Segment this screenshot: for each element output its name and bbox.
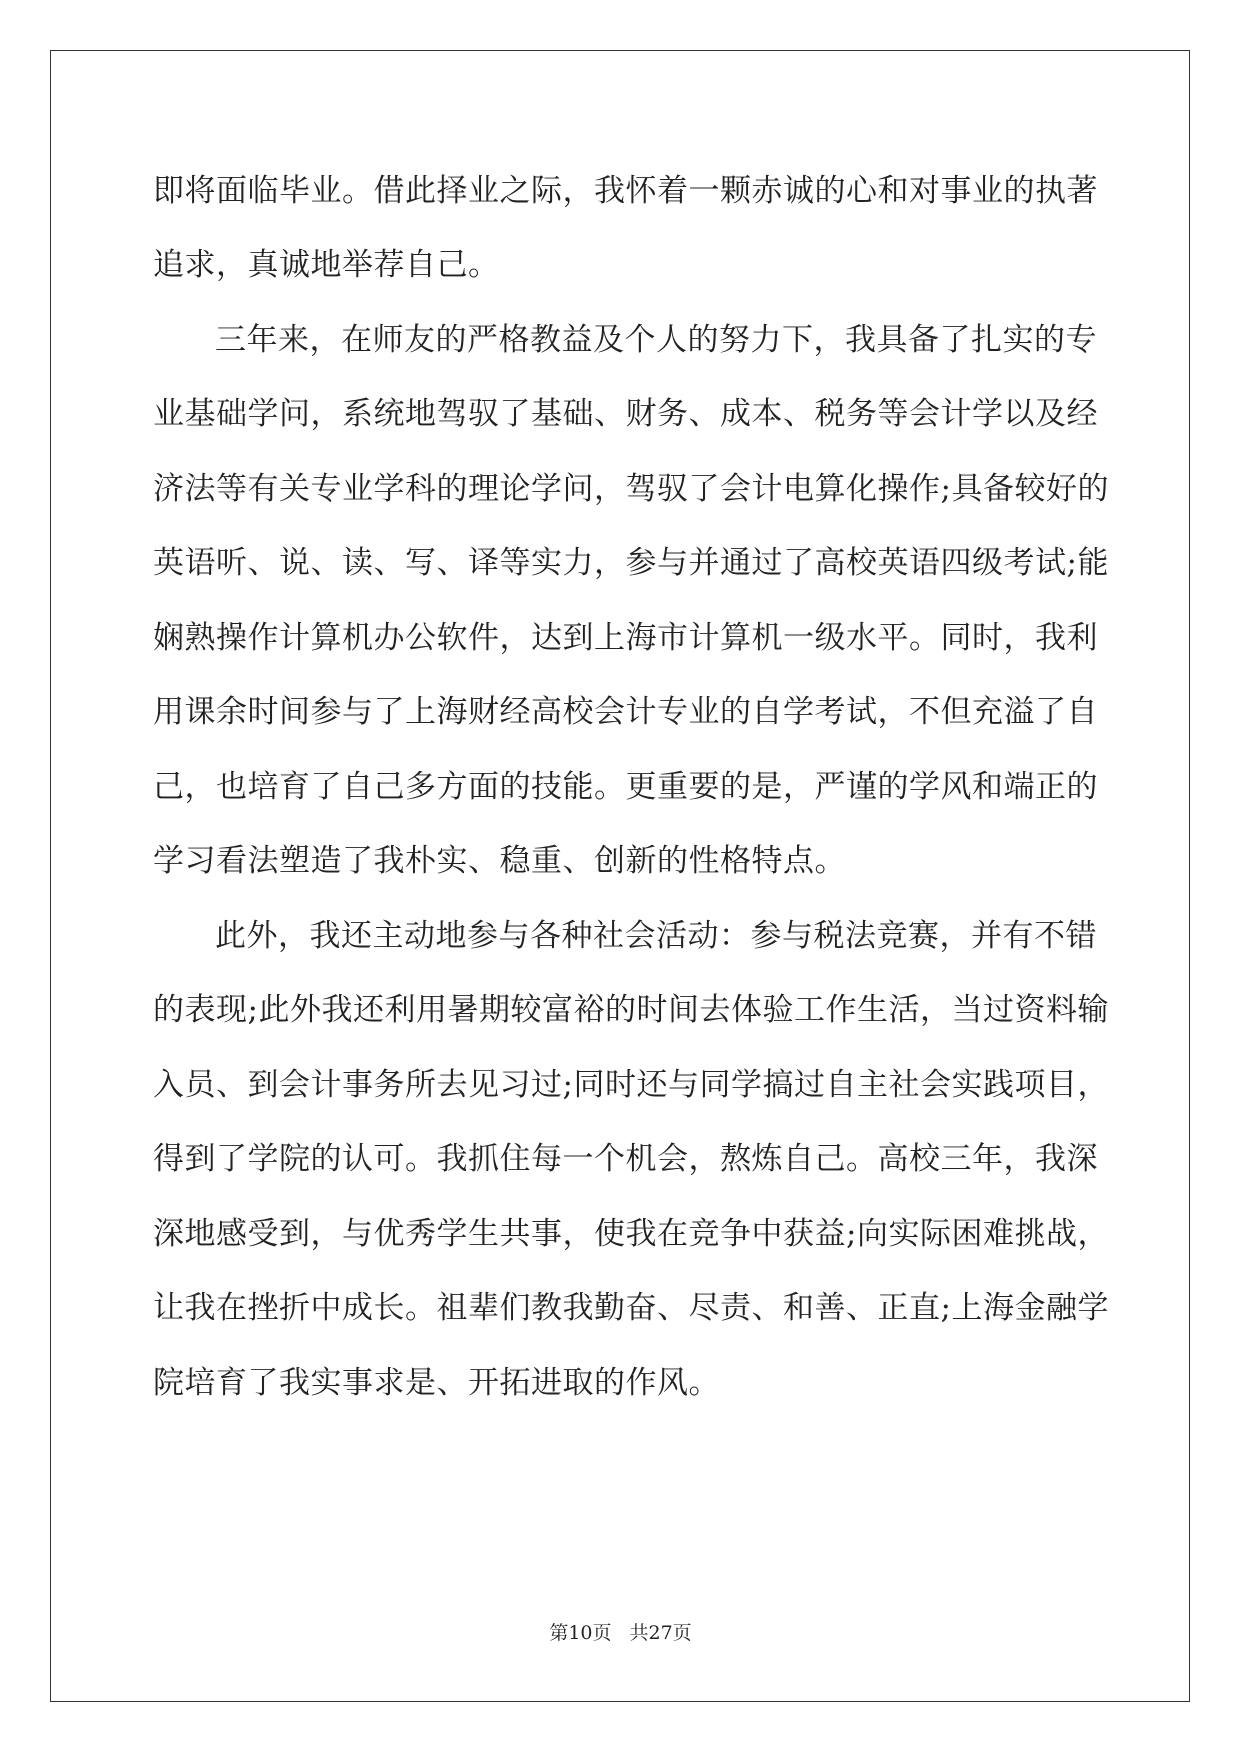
text-line: 深地感受到，与优秀学生共事，使我在竞争中获益;向实际困难挑战， xyxy=(153,1216,1109,1252)
text-line: 院培育了我实事求是、开拓进取的作风。 xyxy=(153,1365,720,1401)
text-line: 学习看法塑造了我朴实、稳重、创新的性格特点。 xyxy=(153,843,846,879)
paragraph-start-line: 三年来，在师友的严格教益及个人的努力下，我具备了扎实的专 xyxy=(215,322,1097,358)
text-line: 让我在挫折中成长。祖辈们教我勤奋、尽责、和善、正直;上海金融学 xyxy=(153,1290,1109,1326)
page-footer xyxy=(0,1621,1241,1645)
text-line: 济法等有关专业学科的理论学问，驾驭了会计电算化操作;具备较好的 xyxy=(153,471,1109,507)
text-line: 英语听、说、读、写、译等实力，参与并通过了高校英语四级考试;能 xyxy=(153,545,1109,581)
text-line: 即将面临毕业。借此择业之际，我怀着一颗赤诚的心和对事业的执著 xyxy=(153,173,1098,209)
text-line: 娴熟操作计算机办公软件，达到上海市计算机一级水平。同时，我利 xyxy=(153,620,1098,656)
page-number: 第10页 xyxy=(549,1622,612,1644)
text-line: 用课余时间参与了上海财经高校会计专业的自学考试，不但充溢了自 xyxy=(153,694,1098,730)
text-line: 业基础学问，系统地驾驭了基础、财务、成本、税务等会计学以及经 xyxy=(153,396,1098,432)
text-line: 的表现;此外我还利用暑期较富裕的时间去体验工作生活，当过资料输 xyxy=(153,992,1109,1028)
page-total: 共27页 xyxy=(629,1622,692,1644)
text-line: 得到了学院的认可。我抓住每一个机会，熬炼自己。高校三年，我深 xyxy=(153,1141,1098,1177)
text-line: 己，也培育了自己多方面的技能。更重要的是，严谨的学风和端正的 xyxy=(153,769,1098,805)
paragraph-start-line: 此外，我还主动地参与各种社会活动：参与税法竞赛，并有不错 xyxy=(215,918,1097,954)
text-line: 入员、到会计事务所去见习过;同时还与同学搞过自主社会实践项目， xyxy=(153,1067,1109,1103)
text-line: 追求，真诚地举荐自己。 xyxy=(153,247,500,283)
